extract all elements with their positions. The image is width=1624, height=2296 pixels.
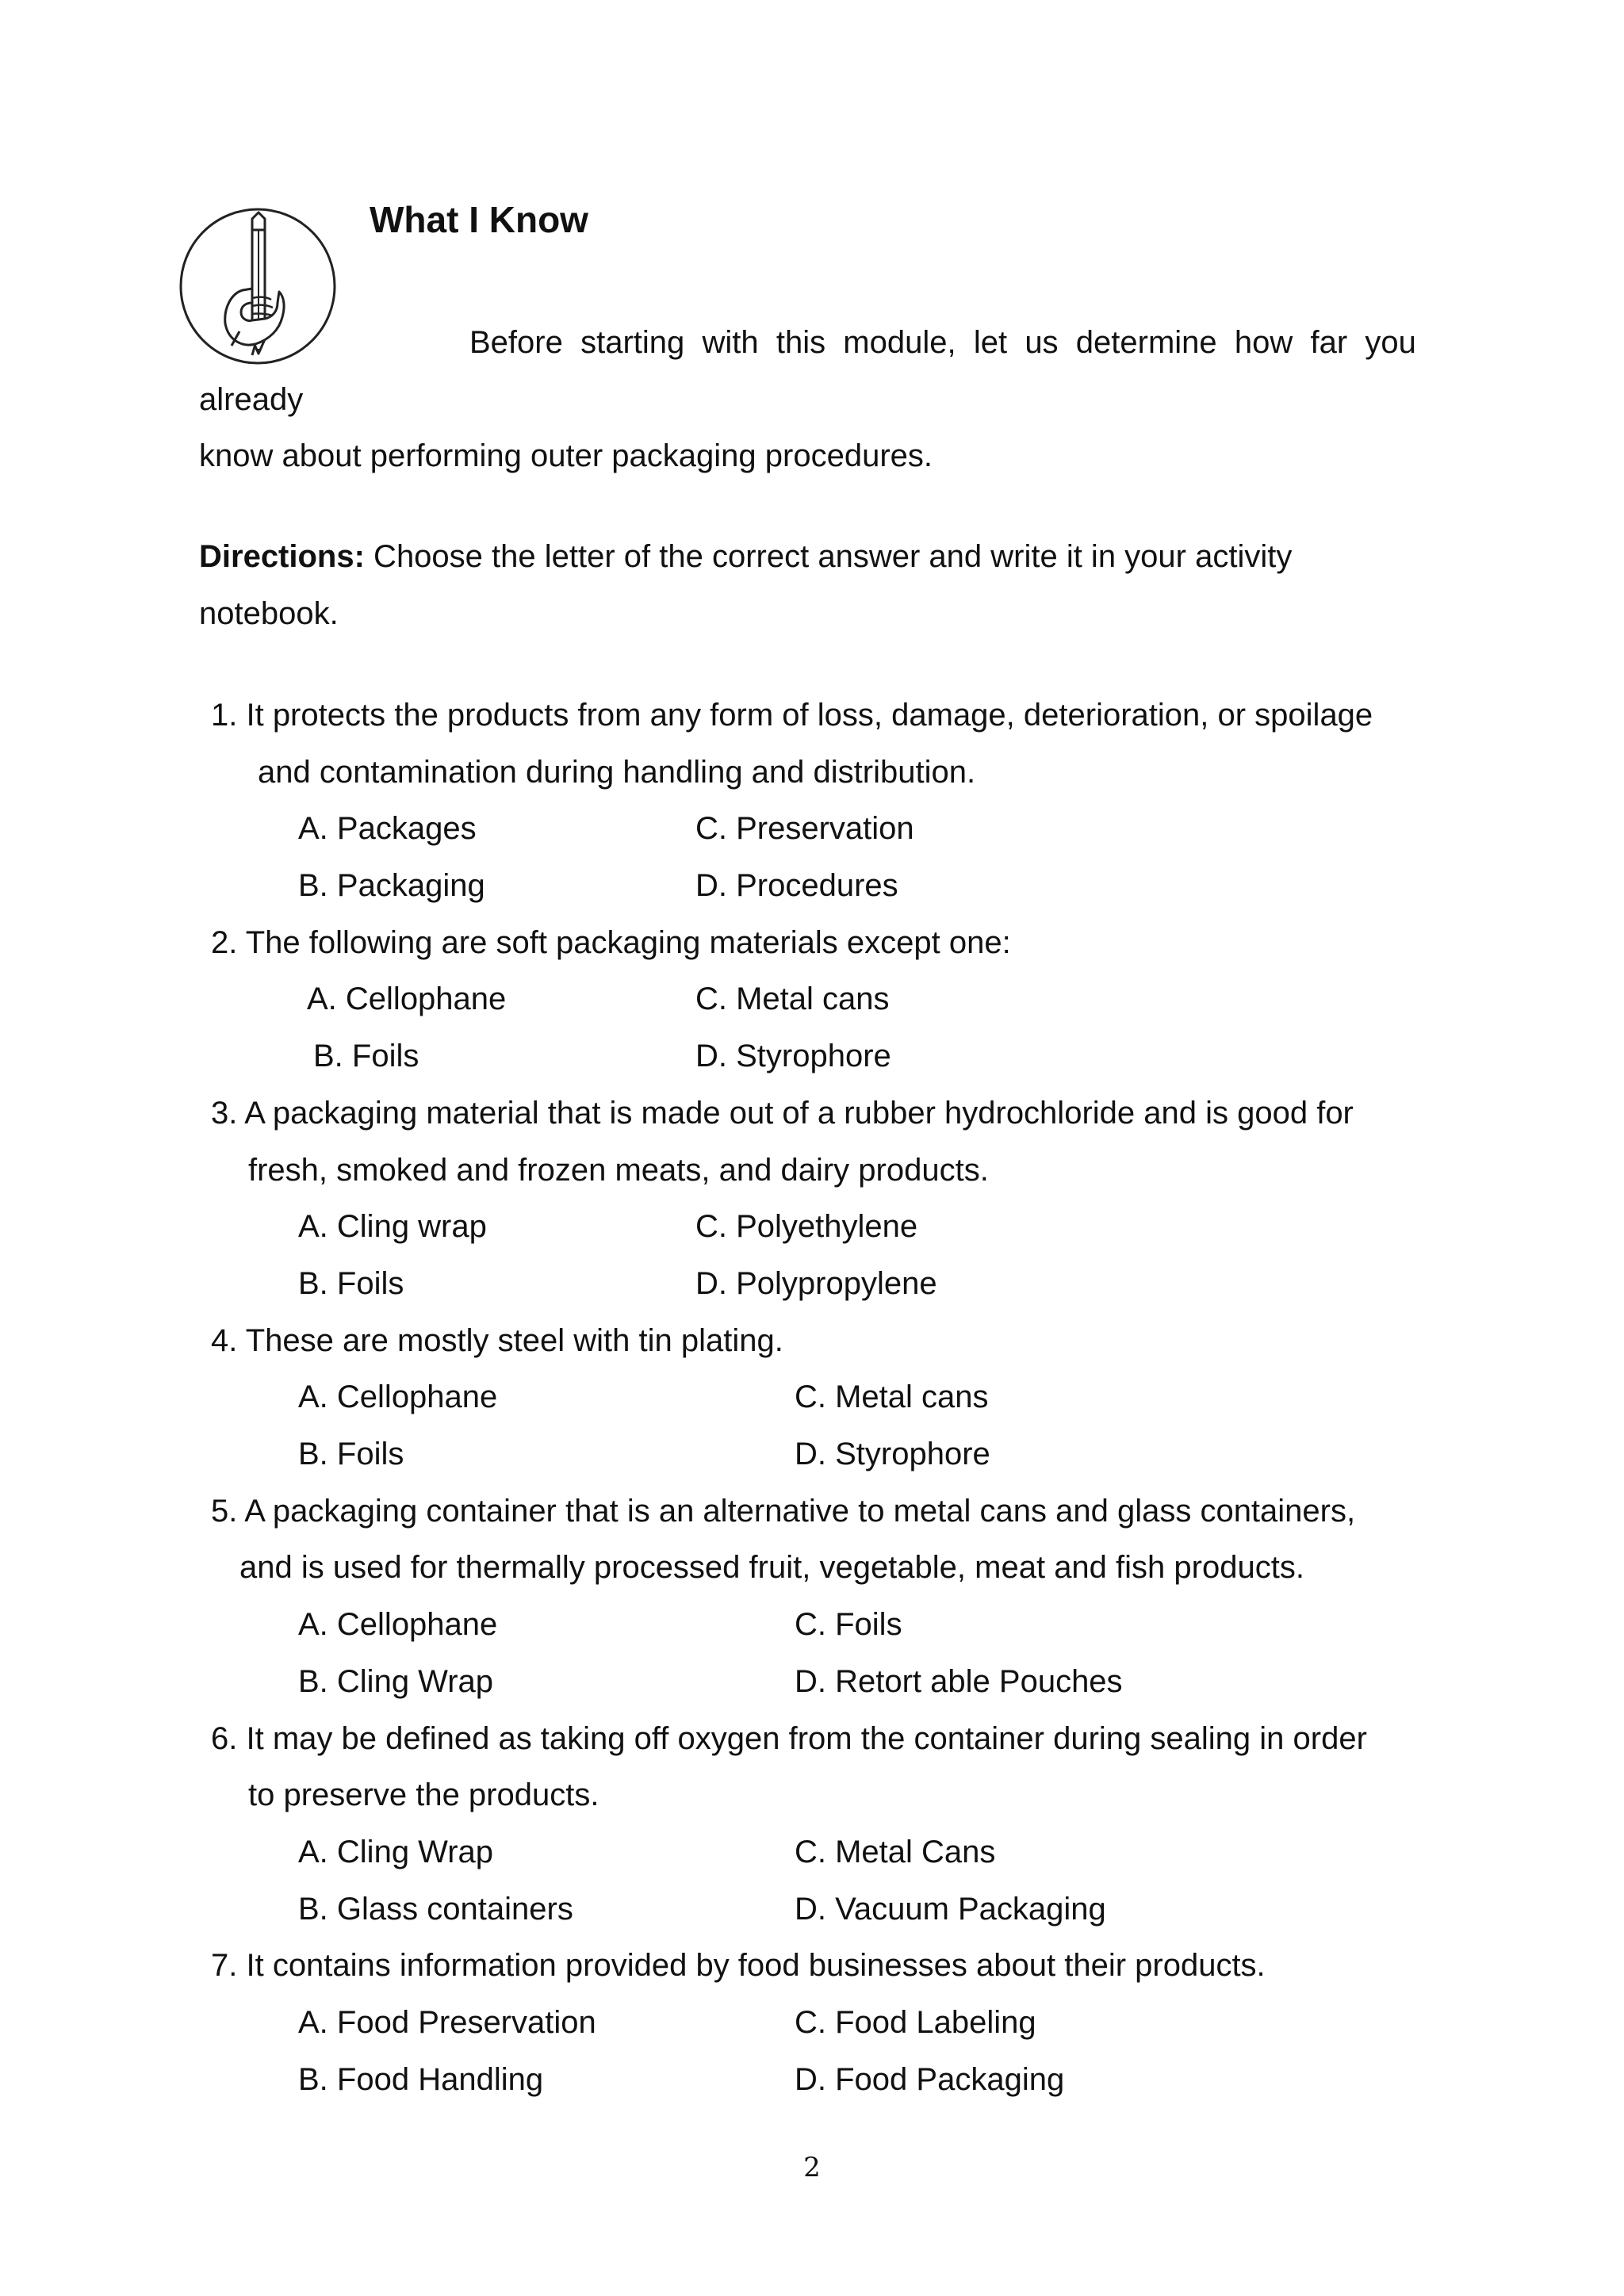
question-3-line-2: fresh, smoked and frozen meats, and dairy products. [248, 1153, 989, 1188]
question-4-choice-d: D. Styrophore [795, 1437, 990, 1471]
directions-label: Directions: [199, 539, 365, 574]
directions-text: Choose the letter of the correct answer and write it in your activity [364, 539, 1293, 574]
question-1-line-1: 1. It protects the products from any form of loss, damage, deterioration, or spoilage [211, 698, 1373, 733]
question-5-choice-b: B. Cling Wrap [298, 1664, 494, 1699]
question-2-choice-d: D. Styrophore [695, 1039, 891, 1073]
question-5-choice-a: A. Cellophane [298, 1607, 498, 1642]
question-5-line-2: and is used for thermally processed fruit, vegetable, meat and fish products. [239, 1550, 1304, 1585]
question-4-choice-c: C. Metal cans [795, 1380, 989, 1414]
question-1-choice-c: C. Preservation [695, 811, 914, 846]
question-7-choice-d: D. Food Packaging [795, 2062, 1065, 2097]
question-2-choice-c: C. Metal cans [695, 982, 890, 1016]
question-6-line-1: 6. It may be defined as taking off oxygen from the container during sealing in order [211, 1721, 1367, 1756]
hand-holding-pencil-icon [176, 205, 339, 368]
intro-line-3: know about performing outer packaging procedures. [199, 438, 933, 473]
question-1-choice-b: B. Packaging [298, 868, 485, 903]
question-7-choice-a: A. Food Preservation [298, 2005, 596, 2040]
question-2-line-1: 2. The following are soft packaging materials except one: [211, 925, 1011, 960]
question-6-line-2: to preserve the products. [248, 1777, 599, 1812]
question-3-choice-c: C. Polyethylene [695, 1209, 918, 1244]
question-1-choice-a: A. Packages [298, 811, 477, 846]
question-7-line-1: 7. It contains information provided by food businesses about their products. [211, 1948, 1266, 1983]
question-2-choice-a: A. Cellophane [307, 982, 507, 1016]
question-4-line-1: 4. These are mostly steel with tin plating. [211, 1323, 783, 1358]
question-5-line-1: 5. A packaging container that is an alternative to metal cans and glass containers, [211, 1494, 1356, 1529]
section-title: What I Know [370, 199, 588, 240]
question-6-choice-c: C. Metal Cans [795, 1835, 996, 1869]
question-4-choice-a: A. Cellophane [298, 1380, 498, 1414]
question-1-line-2: and contamination during handling and distribution. [258, 755, 976, 790]
directions-line-1 [199, 541, 1292, 572]
question-3-choice-a: A. Cling wrap [298, 1209, 487, 1244]
question-5-choice-c: C. Foils [795, 1607, 902, 1642]
question-4-choice-b: B. Foils [298, 1437, 404, 1471]
question-3-choice-b: B. Foils [298, 1266, 404, 1301]
question-6-choice-b: B. Glass containers [298, 1892, 573, 1927]
question-5-choice-d: D. Retort able Pouches [795, 1664, 1123, 1699]
intro-line-2: already [199, 382, 304, 417]
question-3-line-1: 3. A packaging material that is made out of a rubber hydrochloride and is good for [211, 1096, 1354, 1131]
question-6-choice-d: D. Vacuum Packaging [795, 1892, 1106, 1927]
directions-line-2: notebook. [199, 596, 339, 631]
question-7-choice-c: C. Food Labeling [795, 2005, 1036, 2040]
intro-line-1: Before starting with this module, let us determine how far you [469, 325, 1416, 360]
question-6-choice-a: A. Cling Wrap [298, 1835, 494, 1869]
question-2-choice-b: B. Foils [313, 1039, 419, 1073]
question-3-choice-d: D. Polypropylene [695, 1266, 937, 1301]
page-number: 2 [803, 2152, 821, 2183]
question-7-choice-b: B. Food Handling [298, 2062, 544, 2097]
question-1-choice-d: D. Procedures [695, 868, 898, 903]
